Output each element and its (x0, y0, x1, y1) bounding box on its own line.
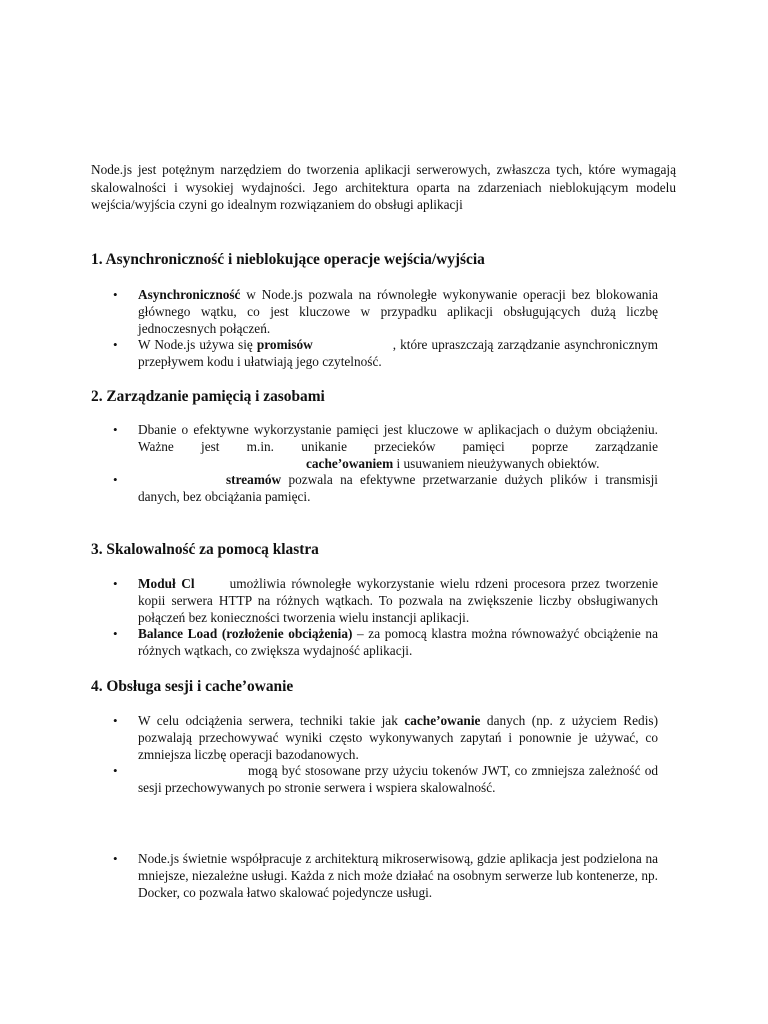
list-item (113, 337, 658, 371)
bullet-icon: • (113, 576, 118, 591)
bold-term: promisów (256, 337, 313, 353)
bullet-icon: • (113, 851, 118, 866)
intro-paragraph: Node.js jest potężnym narzędziem do tworzenia aplikacji serwerowych, zwłaszcza tych, które wymagają skalowalności i wysokiej wydajności. Jego architektura oparta na zdarzeniach nieblokującym modelu wejścia/wyjścia czyni go idealnym rozwiązaniem do obsługi aplikacji (91, 162, 676, 212)
section-4-list (113, 713, 658, 797)
section-1-heading: 1. Asynchroniczność i nieblokujące operacje wejścia/wyjścia (91, 251, 485, 268)
item-text: pozwala na efektywne przetwarzanie dużych plików i transmisji danych, bez obciążania pamięci. (138, 472, 658, 505)
bullet-icon: • (113, 422, 118, 437)
item-text: mogą być stosowane przy użyciu tokenów JWT, co zmniejsza zależność od sesji przechowywanych po stronie serwera i wspiera skalowalność. (138, 763, 658, 796)
item-text: i usuwaniem nieużywanych obiektów. (393, 455, 600, 471)
item-text: W celu odciążenia serwera, techniki takie jak (138, 713, 405, 728)
list-item (113, 763, 658, 797)
section-2-heading: 2. Zarządzanie pamięcią i zasobami (91, 388, 325, 405)
list-item (113, 422, 658, 472)
list-item (113, 626, 658, 660)
item-text: danych (np. z użyciem Redis) pozwalają przechowywać wyniki często wykonywanych zapytań i ponownie je używać, co zmniejsza liczbę operacji bazodanowych. (138, 713, 658, 762)
bold-term: Asynchroniczność (138, 287, 241, 302)
item-text: w Node.js pozwala na równoległe wykonywanie operacji bez blokowania głównego wątku, co jest kluczowe w przypadku aplikacji obsługujących dużą liczbę jednoczesnych połączeń. (138, 287, 658, 336)
item-text: , które upraszczają zarządzanie asynchronicznym przepływem kodu i ułatwiają jego czytelność. (138, 337, 659, 370)
bold-term: streamów (226, 472, 282, 488)
section-1-list (113, 287, 658, 371)
list-item (113, 851, 658, 901)
section-3-heading: 3. Skalowalność za pomocą klastra (91, 541, 319, 558)
list-item (113, 287, 658, 337)
bold-term: cache’owanie (404, 713, 481, 728)
bold-term: Moduł Cl (138, 576, 195, 591)
list-item (113, 472, 658, 506)
list-item (113, 576, 658, 626)
section-4-heading: 4. Obsługa sesji i cache’owanie (91, 678, 294, 695)
bullet-icon: • (113, 337, 118, 353)
list-item (113, 713, 658, 763)
item-text: umożliwia równoległe wykorzystanie wielu rdzeni procesora przez tworzenie kopii serwera HTTP na różnych wątkach. To pozwala na zwiększenie liczby obsługiwanych połączeń bez konieczności tworzenia wielu instancji aplikacji. (138, 576, 658, 625)
bold-term: Balance Load (rozłożenie obciążenia) (138, 626, 353, 642)
section-5-list (113, 851, 658, 901)
item-text: Node.js świetnie współpracuje z architekturą mikroserwisową, gdzie aplikacja jest podzielona na mniejsze, niezależne usługi. Każda z nich może działać na osobnym serwerze lub kontenerze, np. Docker, co pozwala łatwo skalować pojedyncze usługi. (138, 851, 658, 900)
bullet-icon: • (113, 472, 118, 488)
bullet-icon: • (113, 626, 118, 642)
bold-term: cache’owaniem (306, 455, 394, 471)
bullet-icon: • (113, 713, 118, 728)
item-text: – za pomocą klastra można równoważyć obciążenie na różnych wątkach, co zwiększa wydajność aplikacji. (138, 626, 658, 659)
item-text: W Node.js używa się (138, 337, 257, 353)
item-text: Dbanie o efektywne wykorzystanie pamięci jest kluczowe w aplikacjach o dużym obciążeniu. Ważne jest m.in. unikanie przecieków pamięci poprze zarządzanie (138, 422, 658, 454)
bullet-icon: • (113, 287, 118, 302)
bullet-icon: • (113, 763, 118, 779)
section-3-list (113, 576, 658, 660)
section-2-list (113, 422, 658, 506)
